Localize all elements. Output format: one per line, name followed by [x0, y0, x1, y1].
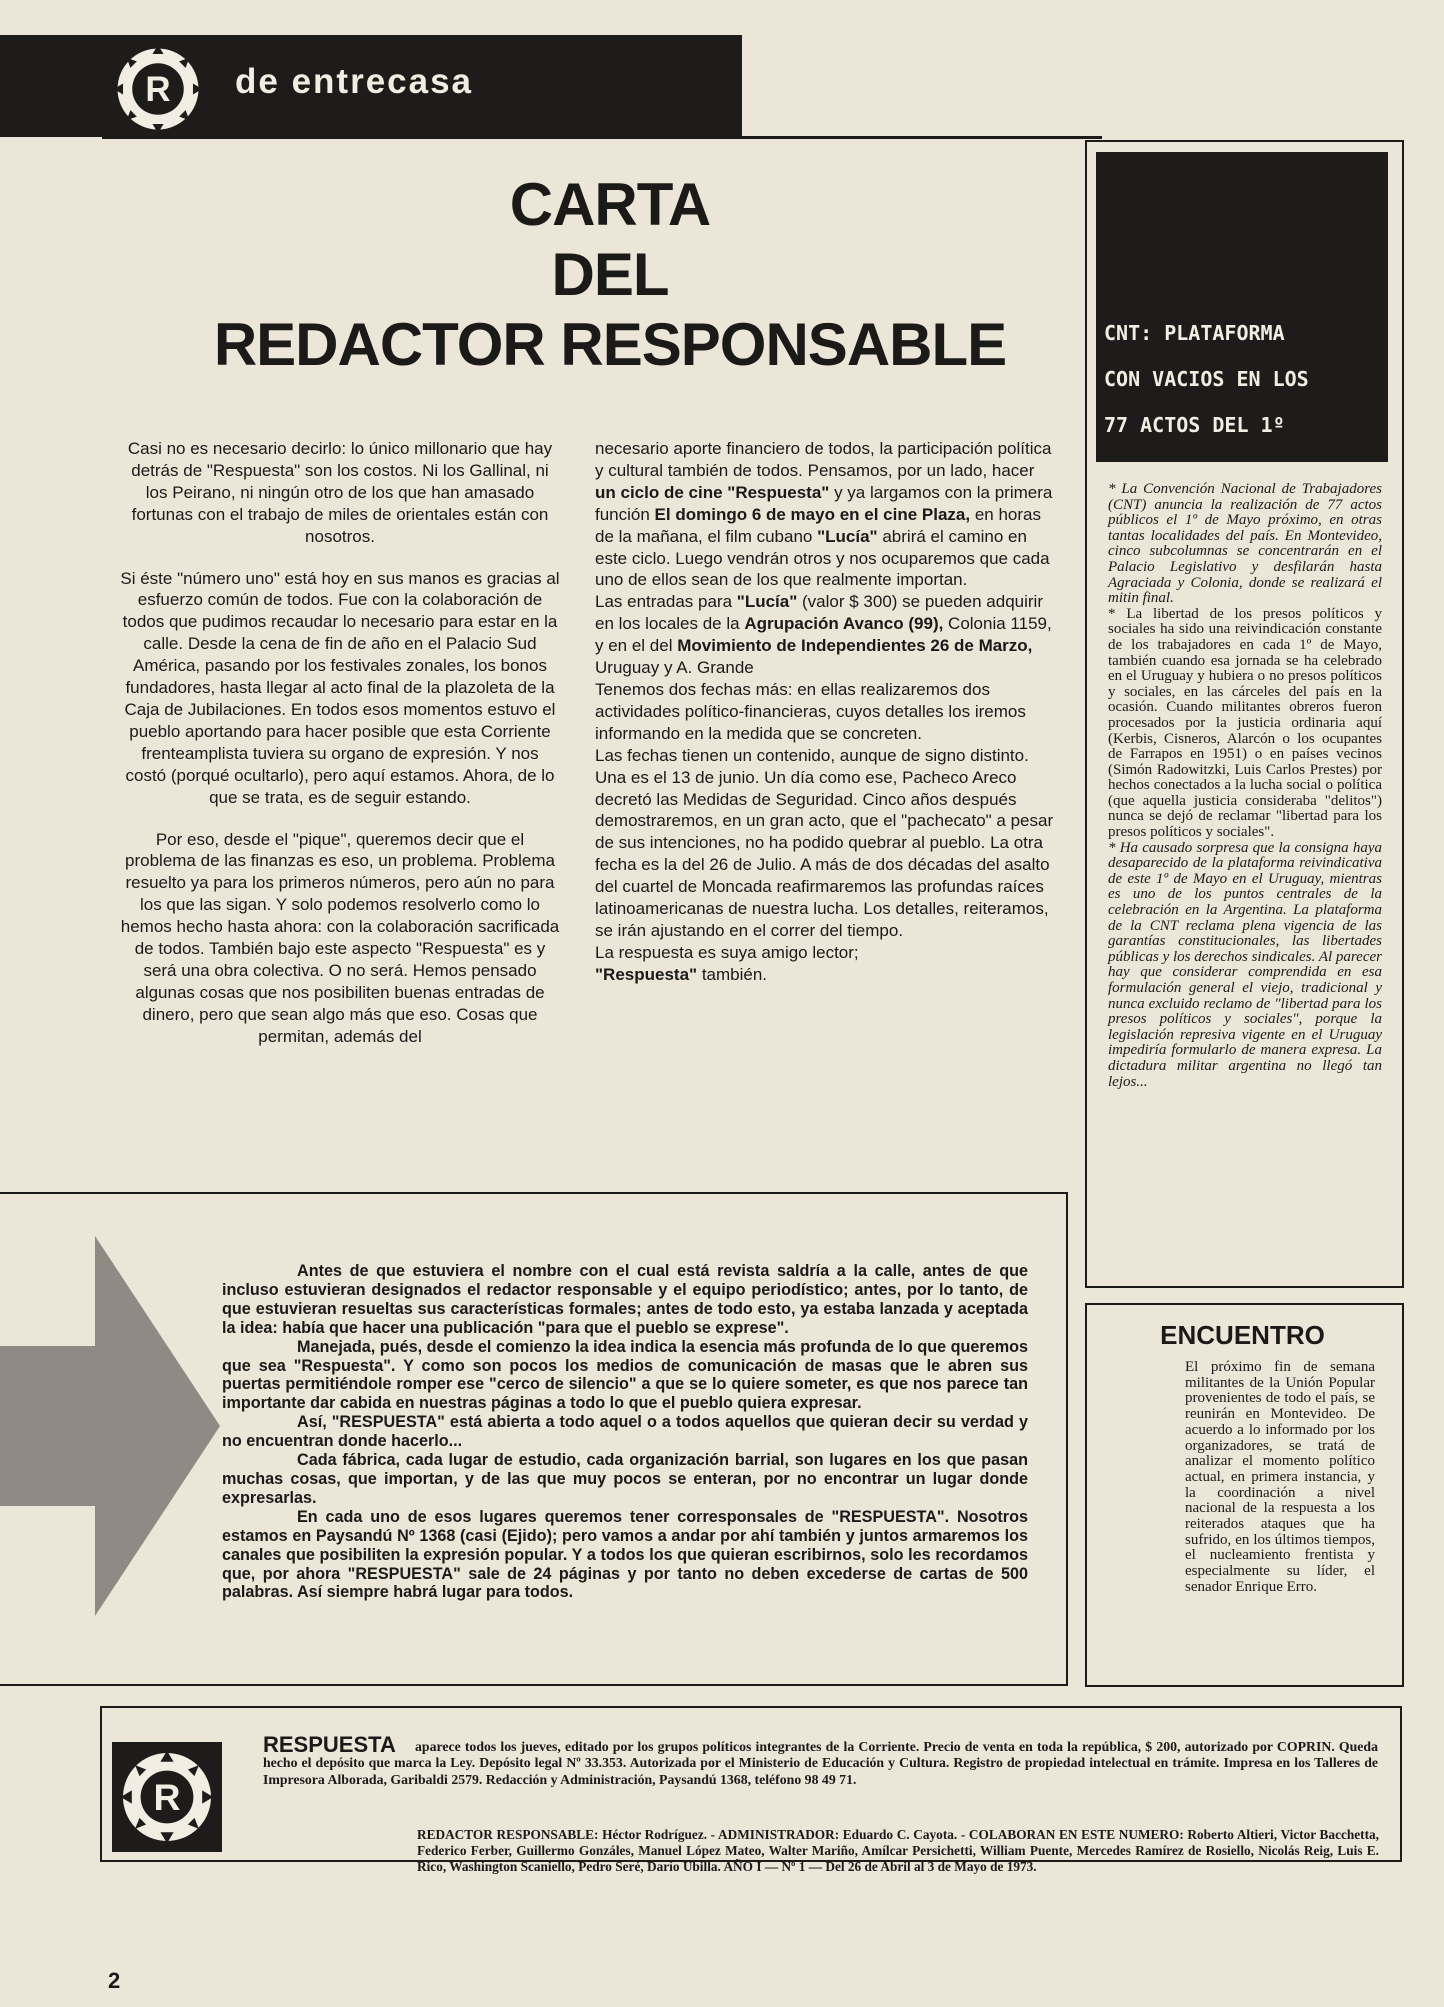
arrow-icon: [0, 1236, 220, 1616]
announcement-paragraph: En cada uno de esos lugares queremos tener corresponsales de "RESPUESTA". Nosotros estamos en Paysandú Nº 1368 (casi (Ejido); pero vamos a andar por ahí también y juntos armaremos los canales que posibiliten la expresión popular. Y a todos los que quieran escribirnos, solo les recordamos que, por ahora "RESPUESTA" sale de 24 páginas y por tanto no deben excederse de cartas de 500 palabras. Así siempre habrá lugar para todos.: [222, 1507, 1028, 1602]
respuesta-logo-icon: [112, 43, 204, 135]
announcement-paragraph: Cada fábrica, cada lugar de estudio, cada organización barrial, son lugares en los que pasan muchas cosas, que importan, y de las que muy pocos se enteran, por no encontrar un lugar donde expresarlas.: [222, 1451, 1028, 1507]
respuesta-logo-icon: [112, 1742, 222, 1852]
letter-paragraph: Tenemos dos fechas más: en ellas realizaremos dos actividades político-financieras, cuyos detalles los iremos informando en la medida que se concreten.: [595, 679, 1026, 743]
section-title: de entrecasa: [235, 62, 474, 101]
letter-paragraph: Las fechas tienen un contenido, aunque de signo distinto. Una es el 13 de junio. Un día como ese, Pacheco Areco decretó las Medidas de Seguridad. Cinco años después demostraremos, en un gran acto, que el "pachecato" a pesar de sus intenciones, no ha podido quebrar al pueblo. La otra fecha es la del 26 de Julio. A más de dos décadas del asalto del cuartel de Moncada reafirmaremos las profundas raíces latinoamericanas de nuestra lucha. Los detalles, reiteramos, se irán ajustando en el correr del tiempo.: [595, 745, 1054, 940]
logo-letter: R: [145, 69, 171, 109]
encuentro-body: El próximo fin de semana militantes de la Unión Popular provenientes de todo el país, se reunirán en Montevideo. De acuerdo a lo informado por los organizadores, se tratá de analizar el momento político actual, en primera instancia, y la coordinación a nivel nacional de la respuesta a los reiterados ataques que ha sufrido, en los últimos tiempos, el nucleamiento frentista y especialmente su líder, el senador Enrique Erro.: [1185, 1359, 1375, 1595]
letter-paragraph: Casi no es necesario decirlo: lo único millonario que hay detrás de "Respuesta" son los costos. Ni los Gallinal, ni los Peirano, ni ningún otro de los que han amasado fortunas con el trabajo de miles de orientales están con nosotros.: [127, 439, 553, 546]
sidebar-paragraph: * Ha causado sorpresa que la consigna haya desaparecido de la plataforma reivindicativa de este 1º de Mayo en el Uruguay, mientras es uno de los puntos centrales de la celebración en la Argentina. La plataforma de la CNT reclama plena vigencia de las garantías constitucionales, las libertades públicas y los derechos sindicales. Al parecer hay que considerar comprendida en esa formulación general el viejo, tradicional y nunca excluido reclamo de "libertad para los presos políticos y sociales", porque la legislación represiva vigente en el Uruguay impediría formularlo de manera expresa. La dictadura militar argentina no llegó tan lejos...: [1108, 839, 1382, 1090]
sidebar-title-line: CON VACIOS EN LOS: [1104, 367, 1309, 391]
divider: [102, 136, 1102, 139]
letter-column-right: [595, 438, 1055, 986]
headline-line-2: DEL: [551, 241, 669, 308]
masthead-name: RESPUESTA: [263, 1732, 396, 1757]
sidebar-paragraph: * La libertad de los presos políticos y sociales ha sido una reivindicación constante de los trabajadores en cada 1º de Mayo, también cuando esa jornada se ha celebrado en el Uruguay y hubiera o no presos políticos y sociales, en las cárceles del país en la ocasión. Cuando militantes obreros fueron procesados por la justicia ordinaria aquí (Kerbis, Cisneros, Alarcón o los ocupantes de Farrapos en 1951) o en países vecinos (Simón Radowitzki, Luis Carlos Prestes) por hechos conectados a la lucha social o política (que aquella justicia consideraba "delitos") nunca se dejó de reclamar "libertad para los presos políticos y sociales".: [1108, 605, 1382, 841]
letter-paragraph: Por eso, desde el "pique", queremos decir que el problema de las finanzas es eso, un problema. Problema resuelto ya para los primeros números, pero aún no para los que las sigan. Y solo podemos resolverlo como lo hemos hecho hasta ahora: con la colaboración sacrificada de todos. También bajo este aspecto "Respuesta" es y será una obra colectiva. O no será. Hemos pensado algunas cosas que nos posibiliten buenas entradas de dinero, pero que sean algo más que eso. Cosas que permitan, además del: [120, 829, 560, 1046]
sidebar-paragraph: * La Convención Nacional de Trabajadores (CNT) anuncia la realización de 77 actos públicos el 1º de Mayo próximo, en otras tantas localidades del país. En Montevideo, cinco subcolumnas se concentrarán en el Palacio Legislativo y desfilarán hasta Agraciada y Colonia, donde se realizará el mitin final.: [1108, 481, 1382, 607]
letter-paragraph: Las entradas para "Lucía" (valor $ 300) se pueden adquirir en los locales de la Agrupación Avanco (99), Colonia 1159, y en el del Movimiento de Independientes 26 de Marzo, Uruguay y A. Grande: [595, 592, 1052, 678]
letter-paragraph: necesario aporte financiero de todos, la participación política y cultural también de todos. Pensamos, por un lado, hacer un ciclo de cine "Respuesta" y ya largamos con la primera función El domingo 6 de mayo en el cine Plaza, en horas de la mañana, el film cubano "Lucía" abrirá el camino en este ciclo. Luego vendrán otros y nos ocuparemos que cada uno de ellos sean de los que realmente importan.: [595, 439, 1053, 590]
letter-paragraph: La respuesta es suya amigo lector;: [595, 942, 859, 962]
letter-paragraph: Si éste "número uno" está hoy en sus manos es gracias al esfuerzo común de todos. Fue con la colaboración de todos que pudimos recaudar lo necesario para estar en la calle. Desde la cena de fin de año en el Palacio Sud América, pasando por los festivales zonales, los bonos fundadores, hasta llegar al acto final de la plazoleta de la Caja de Jubilaciones. En todos esos momentos estuvo el pueblo aportando para hacer posible que esta Corriente frenteamplista tuviera su organo de expresión. Y nos costó (porqué ocultarlo), pero aquí estamos. Ahora, de lo que se trata, es de seguir estando.: [120, 568, 560, 807]
headline-line-1: CARTA: [509, 171, 711, 238]
encuentro-title: ENCUENTRO: [1160, 1320, 1325, 1350]
announcement-paragraph: Antes de que estuviera el nombre con el cual está revista saldría a la calle, antes de que incluso estuvieran designados el redactor responsable y el equipo periodístico; antes, por lo tanto, de que estuvieran resueltas sus características formales; antes de todo esto, ya estaba lanzada y aceptada la idea: había que hacer una publicación "para que el pueblo se exprese".: [222, 1262, 1028, 1337]
sidebar-title-line: 77 ACTOS DEL 1º: [1104, 413, 1285, 437]
announcement-paragraph: Manejada, pués, desde el comienzo la idea indica la esencia más profunda de lo que queremos que sea "Respuesta". Y como son pocos los medios de comunicación de masas que le abren sus puertas permitiéndole romper ese "cerco de silencio" a que se lo quiere someter, es que nos parece tan importante dar cabida en nuestras páginas a todo lo que el pueblo quiera expresar.: [222, 1337, 1028, 1413]
logo-letter: R: [153, 1776, 181, 1819]
masthead-credits: REDACTOR RESPONSABLE: Héctor Rodríguez. - ADMINISTRADOR: Eduardo C. Cayota. - COLABORAN EN ESTE NUMERO: Roberto Altieri, Victor Bacchetta, Federico Ferber, Guillermo Gonzáles, Manuel López Mateo, Walter Mariño, Amílcar Persichetti, William Puente, Mercedes Ramírez de Rosiello, Nicolás Reig, Luis E. Rico, Washington Scaniello, Pedro Seré, Darío Ubilla. AÑO I — Nº 1 — Del 26 de Abril al 3 de Mayo de 1973.: [417, 1827, 1379, 1874]
announcement-paragraph: Así, "RESPUESTA" está abierta a todo aquel o a todos aquellos que quieran decir su verdad y no encuentran donde hacerlo...: [222, 1413, 1028, 1451]
announcement-body: [222, 1262, 1028, 1602]
headline: [150, 170, 1070, 380]
page-number: 2: [108, 1968, 121, 1993]
masthead-info: aparece todos los jueves, editado por los grupos políticos integrantes de la Corriente. Precio de venta en toda la república, $ 200, autorizado por COPRIN. Queda hecho el depósito que marca la Ley. Depósito legal Nº 33.353. Autorizada por el Ministerio de Educación y Cultura. Registro de propiedad intelectual en trámite. Impresa en los Talleres de Impresora Alborada, Garibaldi 2579. Redacción y Administración, Paysandú 1368, teléfono 98 49 71.: [263, 1739, 1378, 1787]
headline-line-3: REDACTOR RESPONSABLE: [213, 311, 1007, 378]
sidebar-title-line: CNT: PLATAFORMA: [1104, 321, 1285, 345]
sidebar-body: [1108, 482, 1382, 1090]
sidebar-title: [1104, 310, 1384, 448]
letter-column-left: [120, 438, 560, 1068]
letter-paragraph: "Respuesta" también.: [595, 964, 768, 984]
